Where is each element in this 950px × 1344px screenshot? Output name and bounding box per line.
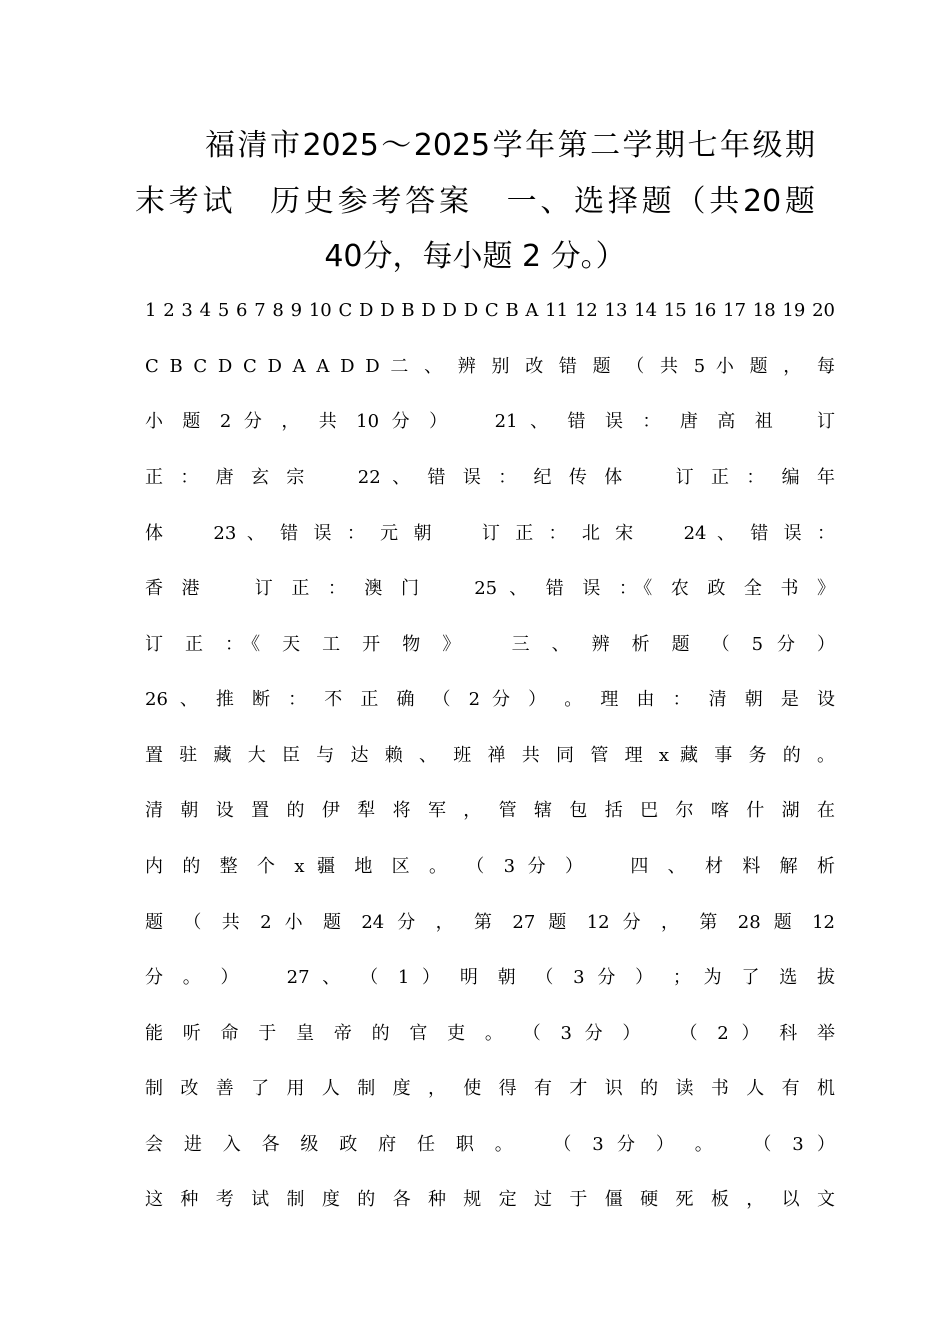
body-line: 正 ： 唐 玄 宗 22 、 错 误 ： 纪 传 体 订 正 ： 编 年 — [145, 467, 835, 488]
title-line-3: 40分，每小题 2 分。） — [324, 239, 626, 274]
body-line: 香 港 订 正 ： 澳 门 25 、 错 误 ：《 农 政 全 书 》 — [145, 578, 835, 599]
body-line: 内 的 整 个 x 疆 地 区 。 （ 3 分 ） 四 、 材 料 解 析 — [145, 856, 835, 877]
body-line: 会 进 入 各 级 政 府 任 职 。 （ 3 分 ） 。 （ 3 ） — [145, 1134, 835, 1155]
body-line: 分 。 ） 27 、 （ 1 ） 明 朝 （ 3 分 ） ； 为 了 选 拔 — [145, 967, 835, 988]
body-line: 小 题 2 分 ， 共 10 分 ） 21 、 错 误 ： 唐 高 祖 订 — [145, 411, 835, 432]
body-line: 能 听 命 于 皇 帝 的 官 吏 。 （ 3 分 ） （ 2 ） 科 举 — [145, 1023, 835, 1044]
title-line-1: 福清市2025～2025学年第二学期七年级期 — [205, 128, 815, 163]
body-line: C B C D C D A A D D 二 、 辨 别 改 错 题 （ 共 5 小 题 ， 每 — [145, 356, 835, 377]
body-line: 置 驻 藏 大 臣 与 达 赖 、 班 禅 共 同 管 理 x 藏 事 务 的 。 — [145, 745, 835, 766]
body-line: 订 正 ：《 天 工 开 物 》 三 、 辨 析 题 （ 5 分 ） — [145, 634, 835, 655]
body-line: 题 （ 共 2 小 题 24 分 ， 第 27 题 12 分 ， 第 28 题 12 — [145, 912, 835, 933]
body-line: 1 2 3 4 5 6 7 8 9 10 C D D B D D D C B A 11 12 13 14 15 16 17 18 19 20 — [145, 300, 835, 321]
body-line: 26 、 推 断 ： 不 正 确 （ 2 分 ） 。 理 由 ： 清 朝 是 设 — [145, 689, 835, 710]
body-line: 体 23 、 错 误 ： 元 朝 订 正 ： 北 宋 24 、 错 误 ： — [145, 523, 835, 544]
body-line: 这 种 考 试 制 度 的 各 种 规 定 过 于 僵 硬 死 板 ， 以 文 — [145, 1189, 835, 1210]
body-line: 清 朝 设 置 的 伊 犁 将 军 ， 管 辖 包 括 巴 尔 喀 什 湖 在 — [145, 800, 835, 821]
body-line: 制 改 善 了 用 人 制 度 ， 使 得 有 才 识 的 读 书 人 有 机 — [145, 1078, 835, 1099]
title-line-2: 末考试 历史参考答案 一、选择题（共20题 — [135, 184, 815, 219]
